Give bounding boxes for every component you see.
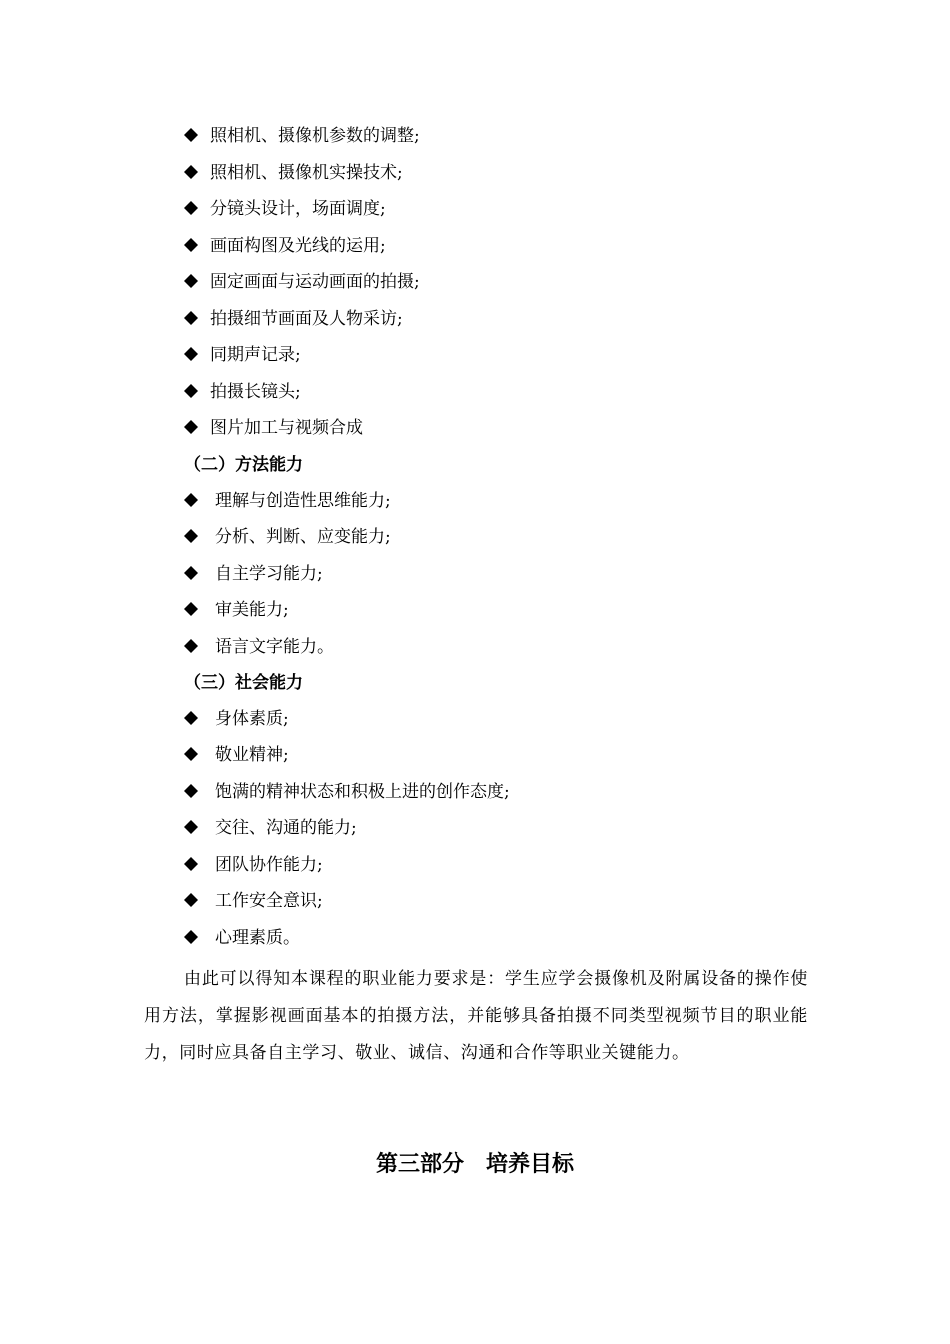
diamond-bullet-icon: [184, 347, 198, 361]
list-item: [184, 378, 301, 406]
list-item: [184, 268, 420, 296]
list-item-text: 团队协作能力;: [215, 855, 323, 875]
list-item-text: 语言文字能力。: [215, 637, 334, 657]
list-item: [184, 741, 289, 769]
list-item: [184, 814, 357, 842]
diamond-bullet-icon: [184, 857, 198, 871]
list-item: [184, 232, 386, 260]
list-item: [184, 159, 403, 187]
list-item: [184, 305, 403, 333]
summary-paragraph: 由此可以得知本课程的职业能力要求是：学生应学会摄像机及附属设备的操作使用方法，掌握影视画面基本的拍摄方法，并能够具备拍摄不同类型视频节目的职业能力，同时应具备自主学习、敬业、诚信、沟通和合作等职业关键能力。: [144, 969, 808, 1063]
list-item: [184, 560, 323, 588]
list-item: [184, 195, 386, 223]
section-heading-method: （二）方法能力: [184, 455, 303, 475]
diamond-bullet-icon: [184, 602, 198, 616]
list-item: [184, 122, 420, 150]
list-item: [184, 924, 300, 952]
list-item: [184, 341, 301, 369]
diamond-bullet-icon: [184, 420, 198, 434]
diamond-bullet-icon: [184, 529, 198, 543]
diamond-bullet-icon: [184, 566, 198, 580]
list-item-text: 身体素质;: [215, 709, 289, 729]
list-item: [184, 596, 289, 624]
list-item: [184, 851, 323, 879]
diamond-bullet-icon: [184, 893, 198, 907]
list-item-text: 图片加工与视频合成: [210, 418, 363, 438]
part-title: 第三部分 培养目标: [375, 1152, 574, 1177]
diamond-bullet-icon: [184, 784, 198, 798]
list-item-text: 拍摄长镜头;: [210, 382, 301, 402]
diamond-bullet-icon: [184, 238, 198, 252]
list-item: [184, 887, 323, 915]
list-item-text: 画面构图及光线的运用;: [210, 236, 386, 256]
list-item-text: 心理素质。: [215, 928, 300, 948]
diamond-bullet-icon: [184, 384, 198, 398]
list-item-text: 饱满的精神状态和积极上进的创作态度;: [215, 782, 510, 802]
list-item-text: 敬业精神;: [215, 745, 289, 765]
diamond-bullet-icon: [184, 639, 198, 653]
list-item-text: 固定画面与运动画面的拍摄;: [210, 272, 420, 292]
list-item: [184, 487, 391, 515]
list-item-text: 分镜头设计，场面调度;: [210, 199, 386, 219]
list-item: [184, 778, 510, 806]
list-item-text: 拍摄细节画面及人物采访;: [210, 309, 403, 329]
diamond-bullet-icon: [184, 311, 198, 325]
diamond-bullet-icon: [184, 493, 198, 507]
list-item-text: 审美能力;: [215, 600, 289, 620]
list-item-text: 分析、判断、应变能力;: [215, 527, 391, 547]
diamond-bullet-icon: [184, 711, 198, 725]
list-item-text: 自主学习能力;: [215, 564, 323, 584]
list-item-text: 交往、沟通的能力;: [215, 818, 357, 838]
list-item: [184, 705, 289, 733]
diamond-bullet-icon: [184, 128, 198, 142]
diamond-bullet-icon: [184, 274, 198, 288]
section-heading-social: （三）社会能力: [184, 673, 303, 693]
list-item: [184, 414, 363, 442]
list-item: [184, 633, 334, 661]
list-item-text: 照相机、摄像机参数的调整;: [210, 126, 420, 146]
list-item-text: 照相机、摄像机实操技术;: [210, 163, 403, 183]
list-item-text: 同期声记录;: [210, 345, 301, 365]
diamond-bullet-icon: [184, 165, 198, 179]
list-item-text: 理解与创造性思维能力;: [215, 491, 391, 511]
diamond-bullet-icon: [184, 820, 198, 834]
list-item: [184, 523, 391, 551]
diamond-bullet-icon: [184, 201, 198, 215]
diamond-bullet-icon: [184, 747, 198, 761]
list-item-text: 工作安全意识;: [215, 891, 323, 911]
diamond-bullet-icon: [184, 930, 198, 944]
